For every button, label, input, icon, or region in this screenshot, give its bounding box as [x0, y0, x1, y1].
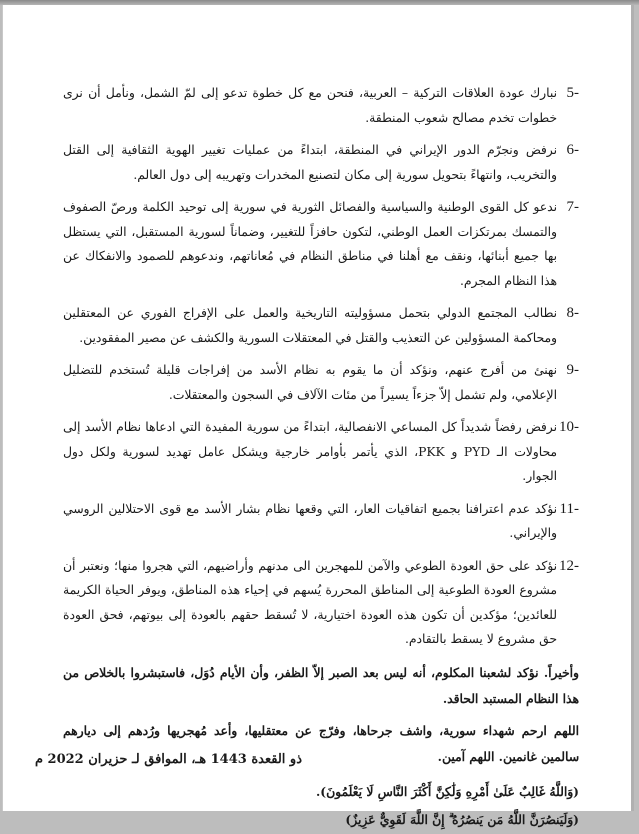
item-number: 9- [566, 362, 579, 378]
quran-verse-1: (وَاللَّهُ غَالِبٌ عَلَىٰ أَمْرِهِ وَلَٰكِنَّ أَكْثَرَ النَّاسِ لَا يَعْلَمُونَ). [316, 783, 579, 799]
item-text: نؤكد عدم اعترافنا بجميع اتفاقيات العار، التي وقعها نظام بشار الأسد مع قوى الاحتلالين الروسي والإيراني. [63, 501, 557, 540]
quran-verse-2: (وَلَيَنصُرَنَّ اللَّهُ مَن يَنصُرُهُ ۗ إِنَّ اللَّهَ لَقَوِيٌّ عَزِيزٌ) [345, 811, 579, 827]
item-number: 11- [559, 500, 579, 517]
list-item-9 [63, 358, 579, 407]
closing-paragraph: وأخيراً. نؤكد لشعبنا المكلوم، أنه ليس بعد الصبر إلاّ الظفر، وأن الأيام دُوَل، فاستبشروا بالخلاص من هذا النظام المستبد الحاقد. [63, 664, 579, 706]
document-body [63, 81, 579, 834]
item-text: نبارك عودة العلاقات التركية – العربية، فنحن مع كل خطوة تدعو إلى لمّ الشمل، ونأمل أن نرى خطوات تخدم مصالح شعوب المنطقة. [63, 86, 557, 125]
prayer-paragraph: اللهم ارحم شهداء سورية، واشف جرحاها، وفرّج عن معتقليها، وأعد مُهجريها ورُدهم إلى ديارهم سالمين غانمين. اللهم آمين. [63, 722, 579, 764]
list-item-8 [63, 301, 579, 350]
item-number: 7- [566, 199, 579, 215]
item-number: 5- [566, 85, 579, 101]
item-text: نرفض رفضاً شديداً كل المساعي الانفصالية، ابتداءً من سورية المفيدة التي ادعاها نظام الأسد إلى محاولات الـ PYD و PKK، الذي يأتمر بأوامر خارجية ويشكل عامل تهديد لسورية ولكل دول الجوار. [63, 420, 558, 483]
item-text: نرفض ونجرّم الدور الإيراني في المنطقة، ابتداءً من عمليات تغيير الهوية الثقافية إلى القتل والتخريب، وانتهاءً بتحويل سورية إلى مكان لتصنيع المخدرات وتهريبه إلى دول العالم. [63, 143, 557, 182]
list-item-7 [63, 195, 579, 293]
item-number: 10- [559, 419, 579, 435]
item-number: 6- [566, 142, 579, 158]
document-date: ذو القعدة 1443 هـ، الموافق لـ حزيران 2022 م [34, 752, 302, 767]
item-text: نهنئ من أفرج عنهم، ونؤكد أن ما يقوم به نظام الأسد من إفراجات قليلة تُستخدم للتضليل الإعلامي، ولم تشمل إلاّ جزءاً يسيراً من مئات الآلاف في السجون والمعتقلات. [63, 363, 557, 402]
list-item-12 [63, 554, 579, 652]
item-number: 8- [566, 305, 579, 321]
document-page [2, 5, 634, 827]
item-text: ندعو كل القوى الوطنية والسياسية والفصائل الثورية في سورية إلى توحيد الكلمة ورصّ الصفوف والتمسك بمرتكزات العمل الوطني، لتكون حافزاً للتغيير، وضماناً لسورية المستقبل، التي يستظل بها جميع أبنائها، ونقف مع أهلنا في مناطق النظام في مُعاناتهم، وندعوهم للصمود والانفكاك عن هذا النظام المجرم. [63, 200, 557, 288]
item-text: نطالب المجتمع الدولي بتحمل مسؤوليته التاريخية والعمل على الإفراج الفوري عن المعتقلين ومحاكمة المسؤولين عن التعذيب والقتل في المعتقلات السورية والكشف عن مصير المفقودين. [63, 306, 557, 345]
list-item-11 [63, 497, 579, 546]
list-item-10 [63, 415, 579, 489]
list-item-5 [63, 81, 579, 130]
item-text: نؤكد على حق العودة الطوعي والآمن للمهجرين الى مدنهم وأراضيهم، التي هجروا منها؛ ونعتبر أن مشروع العودة الطوعية إلى المناطق المحررة يُسهم في إحياء هذه المناطق، ويوفر الحياة الكريمة للعائدين؛ مؤكدين أن تكون هذه العودة اختيارية، لا تُسقط حقهم بالعودة إلى بيوتهم، فحق العودة حق مشروع لا يسقط بالتقادم. [63, 558, 557, 646]
item-number: 12- [559, 557, 579, 574]
list-item-6 [63, 138, 579, 187]
